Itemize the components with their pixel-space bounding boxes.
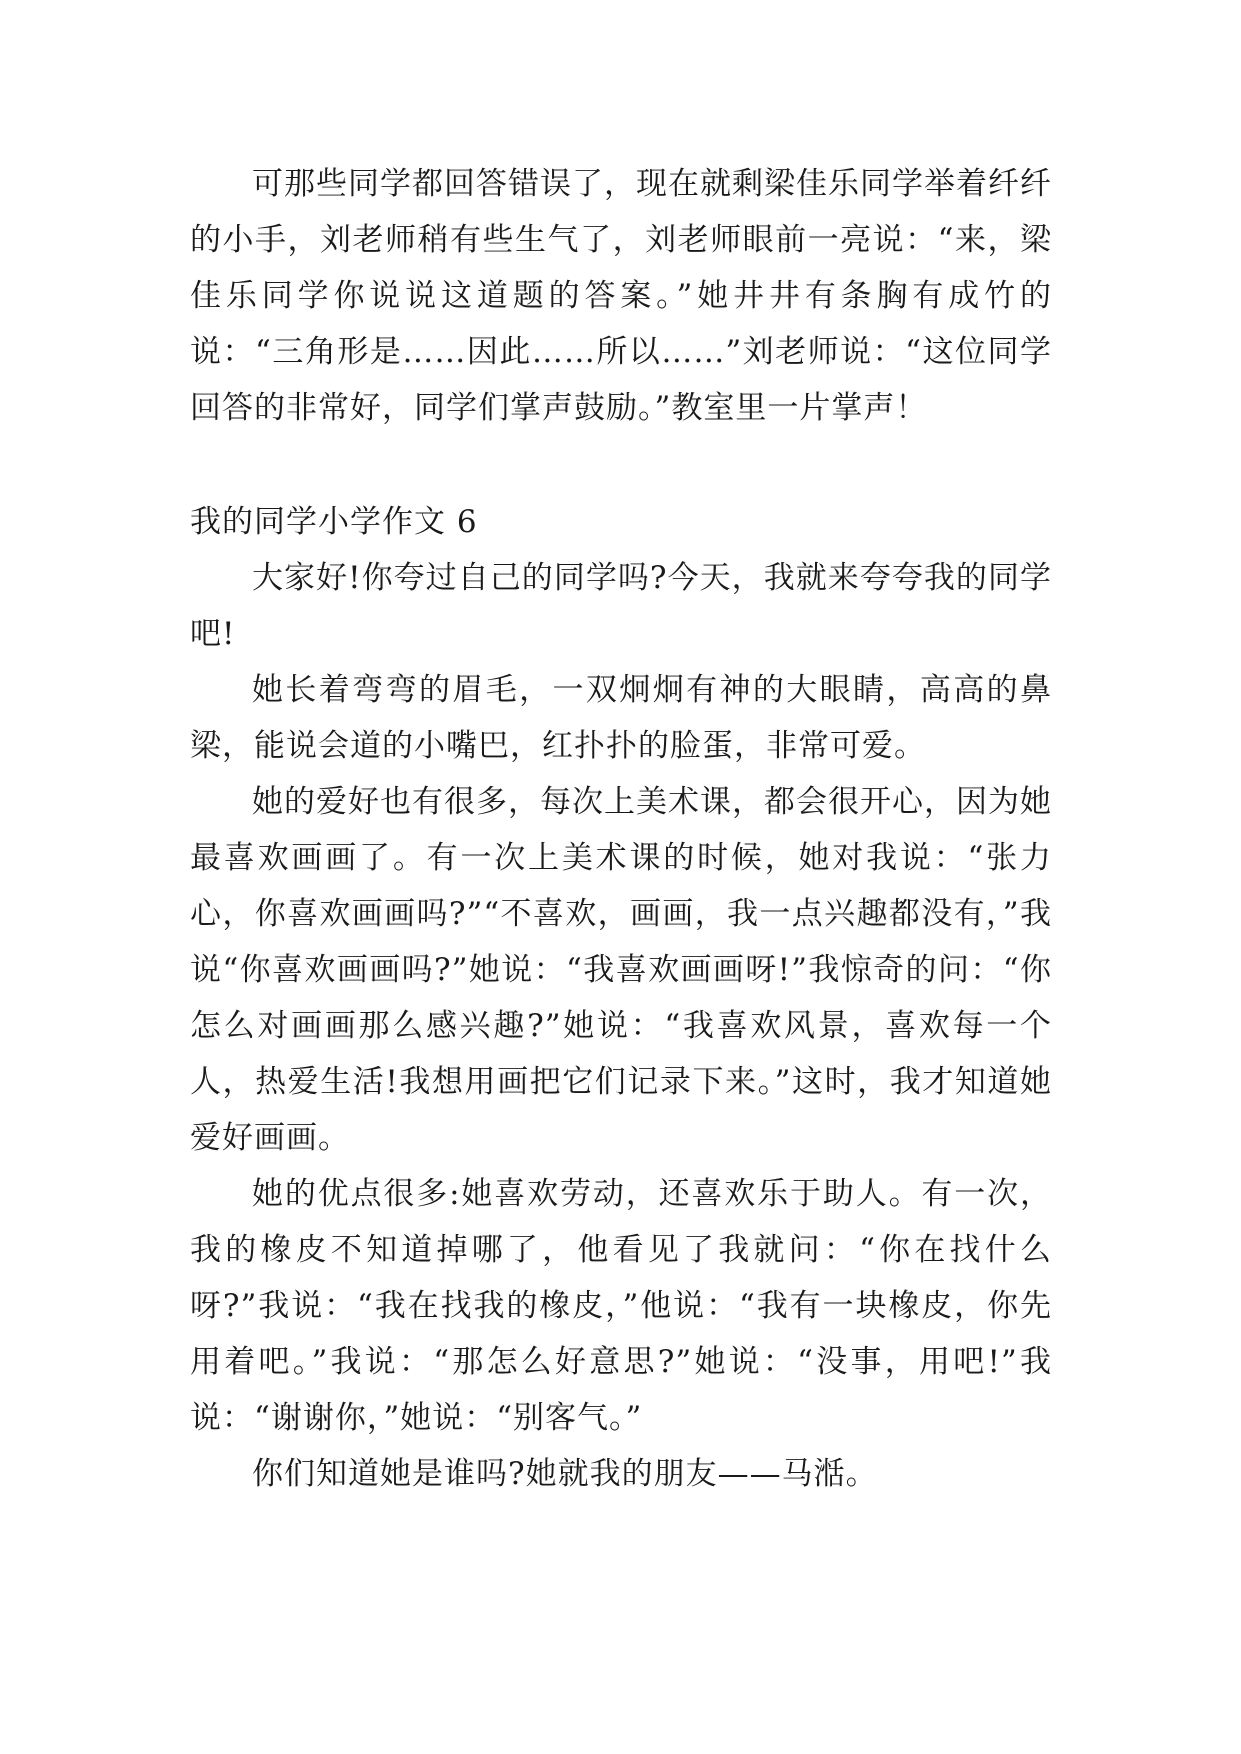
- paragraph-4: 她的优点很多:她喜欢劳动，还喜欢乐于助人。有一次，我的橡皮不知道掉哪了，他看见了我就问：“你在找什么呀?”我说：“我在找我的橡皮，”他说：“我有一块橡皮，你先用着吧。”我说：“那怎么好意思?”她说：“没事，用吧!”我说：“谢谢你，”她说：“别客气。”: [190, 1176, 1052, 1436]
- document-body: [190, 156, 1052, 1502]
- section-title: 我的同学小学作文 6: [190, 504, 478, 540]
- paragraph-3: 她的爱好也有很多，每次上美术课，都会很开心，因为她最喜欢画画了。有一次上美术课的时候，她对我说：“张力心，你喜欢画画吗?”“不喜欢，画画，我一点兴趣都没有，”我说“你喜欢画画吗?”她说：“我喜欢画画呀!”我惊奇的问：“你怎么对画画那么感兴趣?”她说：“我喜欢风景，喜欢每一个人，热爱生活!我想用画把它们记录下来。”这时，我才知道她爱好画画。: [190, 784, 1052, 1156]
- paragraph-1: 大家好!你夸过自己的同学吗?今天，我就来夸夸我的同学吧!: [190, 560, 1052, 652]
- paragraph-2: 她长着弯弯的眉毛，一双炯炯有神的大眼睛，高高的鼻梁，能说会道的小嘴巴，红扑扑的脸蛋，非常可爱。: [190, 672, 1052, 764]
- paragraph-5: 你们知道她是谁吗?她就我的朋友——马湉。: [252, 1456, 878, 1492]
- paragraph-intro: 可那些同学都回答错误了，现在就剩梁佳乐同学举着纤纤的小手，刘老师稍有些生气了，刘老师眼前一亮说：“来，梁佳乐同学你说说这道题的答案。”她井井有条胸有成竹的说：“三角形是……因此……所以……”刘老师说：“这位同学回答的非常好，同学们掌声鼓励。”教室里一片掌声！: [190, 166, 1052, 426]
